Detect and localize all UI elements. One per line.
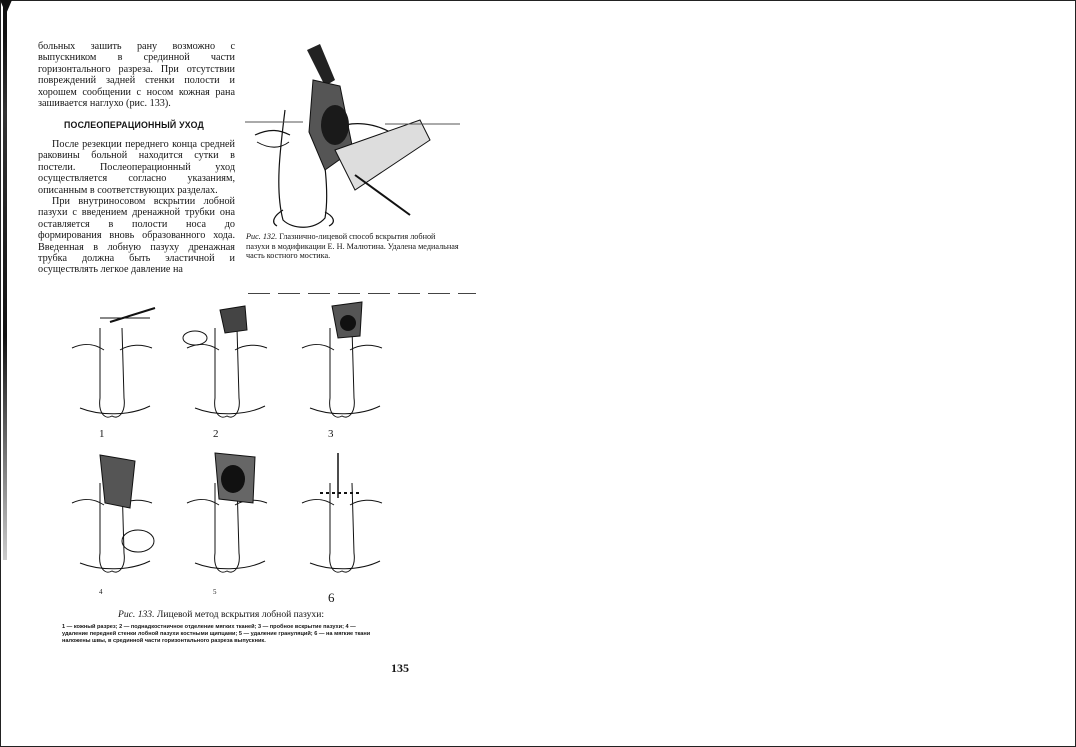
panel-6-face-icon xyxy=(302,453,382,572)
panel-number-3: 3 xyxy=(328,428,334,440)
figure-133-legend: 1 — кожный разрез; 2 — поднадкостничное отделение мягких тканей; 3 — пробное вскрытие пазухи; 4 — удаление передней стенки лобной пазухи костными щипцами; 5 — удаление грануляций; 6 — на мягкие ткани наложены швы, в срединной части горизонтального разреза выпускник. xyxy=(62,624,371,644)
paragraph-care-2: При внутриносовом вскрытии лобной пазухи с введением дренажной трубки она оставляется в полости носа до формирования вновь образованного хода. Введенная в лобную пазуху дренажная трубка должна быть эластичной и осуществлять легкое давление на xyxy=(38,196,235,276)
panel-1-face-icon xyxy=(72,308,155,417)
text-column-top xyxy=(38,41,235,109)
figure-132-caption xyxy=(246,232,460,261)
separator-rule xyxy=(248,293,476,294)
page-corner-mark xyxy=(0,0,12,14)
figure-132-illustration xyxy=(245,40,475,230)
panel-number-1: 1 xyxy=(99,428,105,440)
paragraph-top: больных зашить рану возможно с выпускником в срединной части горизонтального разреза. При отсутствии повреждений задней стенки полости и хорошем сообщении с носом кожная рана зашивается наглухо (рис. 133). xyxy=(38,41,235,110)
figure-133-title xyxy=(118,610,324,620)
panel-3-face-icon xyxy=(302,302,382,417)
panel-4-face-icon xyxy=(72,455,154,572)
figure-133-label: Рис. 133. xyxy=(118,609,155,620)
figure-133-title-text: Лицевой метод вскрытия лобной пазухи: xyxy=(156,609,325,620)
page-number: 135 xyxy=(391,661,409,675)
panel-number-5: 5 xyxy=(213,588,217,596)
panel-2-face-icon xyxy=(183,306,267,417)
panel-number-4: 4 xyxy=(99,588,103,596)
section-heading: ПОСЛЕОПЕРАЦИОННЫЙ УХОД xyxy=(64,120,204,130)
book-spine-shadow xyxy=(3,0,7,560)
text-column-care xyxy=(38,139,235,276)
paragraph-care-1: После резекции переднего конца средней раковины больной находится сутки в постели. Послеоперационный уход осуществляется согласно указаниям, описанным в соответствующих разделах. xyxy=(38,139,235,196)
panel-5-face-icon xyxy=(187,453,267,572)
probe-icon xyxy=(355,175,410,215)
figure-132-caption-text: Глазнично-лицевой способ вскрытия лобной пазухи в модификации Е. Н. Малютина. Удалена медиальная часть костного мостика. xyxy=(246,232,459,261)
figure-133-panels xyxy=(60,298,400,588)
figure-132-label: Рис. 132. xyxy=(246,232,278,241)
panel-number-2: 2 xyxy=(213,428,219,440)
panel-number-6: 6 xyxy=(328,590,335,605)
